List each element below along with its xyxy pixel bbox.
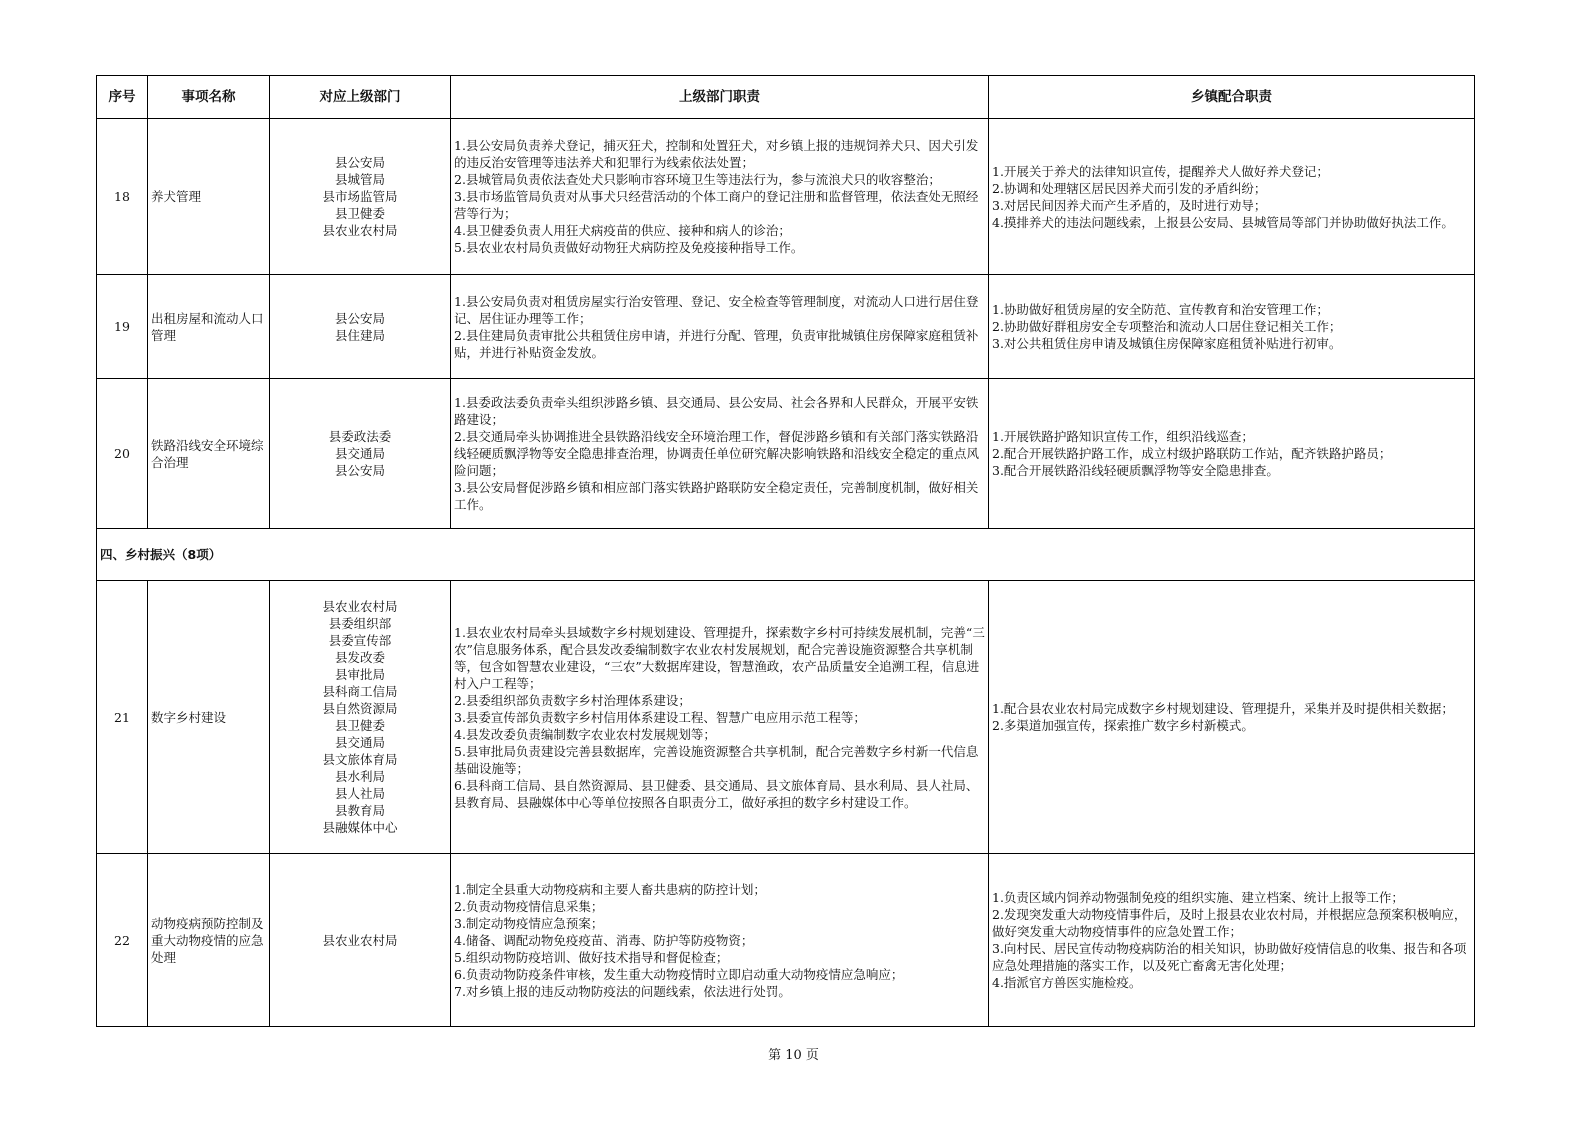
duty-item: 3.县委宣传部负责数字乡村信用体系建设工程、智慧广电应用示范工程等； (454, 709, 866, 725)
duty-item: 2.发现突发重大动物疫情事件后，及时上报县农业农村局，并根据应急预案积极响应，做好突发重大动物疫情事件的应急处置工作； (992, 907, 1467, 939)
duty-item: 2.县交通局牵头协调推进全县铁路沿线安全环境治理工作，督促涉路乡镇和有关部门落实铁路沿线轻硬质飘浮物等安全隐患排查治理，协调责任单位研究解决影响铁路和沿线安全稳定的重点风险问题； (454, 429, 980, 478)
dept-item: 县农业农村局 (322, 223, 398, 238)
duty-item: 2.协调和处理辖区居民因养犬而引发的矛盾纠纷； (992, 180, 1267, 196)
duty-item: 2.多渠道加强宣传，探索推广数字乡村新模式。 (992, 718, 1254, 733)
section-row (97, 529, 1475, 581)
row-no: 20 (97, 379, 148, 529)
dept-item: 县人社局 (334, 786, 385, 801)
row-upper-duties (451, 275, 989, 379)
duty-item: 3.县公安局督促涉路乡镇和相应部门落实铁路护路联防安全稳定责任，完善制度机制，做好相关工作。 (454, 480, 979, 512)
duty-item: 1.开展关于养犬的法律知识宣传，提醒养犬人做好养犬登记； (992, 163, 1329, 179)
dept-item: 县卫健委 (334, 718, 385, 733)
col-header-no: 序号 (97, 76, 148, 119)
row-town-duties (989, 275, 1475, 379)
duty-item: 1.县农业农村局牵头县域数字乡村规划建设、管理提升，探索数字乡村可持续发展机制，完善“三农”信息服务体系，配合县发改委编制数字农业农村发展规划，配合完善设施资源整合共享机制等，包含如智慧农业建设，“三农”大数据库建设，智慧渔政，农产品质量安全追溯工程，信息进村入户工程等； (454, 624, 985, 691)
table-row (97, 379, 1475, 529)
dept-item: 县农业农村局 (322, 599, 398, 614)
section-title: 四、乡村振兴（8项） (97, 529, 1475, 581)
dept-item: 县科商工信局 (322, 684, 398, 699)
duty-item: 3.配合开展铁路沿线轻硬质飘浮物等安全隐患排查。 (992, 463, 1279, 478)
dept-item: 县公安局 (334, 155, 385, 170)
col-header-name: 事项名称 (148, 76, 270, 119)
row-no: 18 (97, 119, 148, 275)
row-name: 养犬管理 (148, 119, 270, 275)
duty-item: 1.县公安局负责养犬登记，捕灭狂犬，控制和处置狂犬，对乡镇上报的违规饲养犬只、因犬引发的违反治安管理等违法养犬和犯罪行为线索依法处置； (454, 138, 979, 170)
page-number: 第 10 页 (768, 1048, 819, 1063)
dept-item: 县卫健委 (334, 206, 385, 221)
duty-item: 4.县发改委负责编制数字农业农村发展规划等； (454, 726, 716, 742)
dept-item: 县发改委 (334, 650, 385, 665)
row-upper-duties (451, 119, 989, 275)
table-row (97, 275, 1475, 379)
dept-item: 县教育局 (334, 803, 385, 818)
duty-table (96, 75, 1475, 1027)
duty-item: 3.向村民、居民宣传动物疫病防治的相关知识，协助做好疫情信息的收集、报告和各项应急处理措施的落实工作，以及死亡畜禽无害化处理； (992, 941, 1467, 973)
duty-item: 2.县城管局负责依法查处犬只影响市容环境卫生等违法行为，参与流浪犬只的收容整治； (454, 172, 941, 187)
row-town-duties (989, 379, 1475, 529)
row-depts (270, 379, 451, 529)
row-no: 19 (97, 275, 148, 379)
row-upper-duties (451, 581, 989, 854)
duty-item: 2.县委组织部负责数字乡村治理体系建设； (454, 692, 691, 708)
duty-item: 4.指派官方兽医实施检疫。 (992, 975, 1142, 990)
row-depts (270, 119, 451, 275)
row-depts (270, 854, 451, 1027)
duty-item: 2.县住建局负责审批公共租赁住房申请，并进行分配、管理，负责审批城镇住房保障家庭租赁补贴，并进行补贴资金发放。 (454, 327, 979, 360)
row-name: 数字乡村建设 (148, 581, 270, 854)
duty-item: 1.协助做好租赁房屋的安全防范、宣传教育和治安管理工作； (992, 302, 1329, 317)
duty-item: 1.开展铁路护路知识宣传工作，组织沿线巡查； (992, 429, 1254, 444)
dept-item: 县融媒体中心 (322, 820, 398, 835)
row-depts (270, 581, 451, 854)
row-name: 动物疫病预防控制及重大动物疫情的应急处理 (148, 854, 270, 1027)
dept-item: 县委组织部 (328, 616, 392, 631)
duty-item: 1.县公安局负责对租赁房屋实行治安管理、登记、安全检查等管理制度，对流动人口进行居住登记、居住证办理等工作； (454, 293, 979, 326)
col-header-dept: 对应上级部门 (270, 76, 451, 119)
col-header-upper: 上级部门职责 (451, 76, 989, 119)
duty-item: 4.县卫健委负责人用狂犬病疫苗的供应、接种和病人的诊治； (454, 223, 791, 238)
row-name: 出租房屋和流动人口管理 (148, 275, 270, 379)
dept-item: 县城管局 (334, 172, 385, 187)
dept-item: 县审批局 (334, 667, 385, 682)
duty-item: 3.对公共租赁住房申请及城镇住房保障家庭租赁补贴进行初审。 (992, 336, 1342, 351)
dept-item: 县市场监管局 (322, 189, 398, 204)
dept-item: 县公安局 (334, 310, 385, 326)
col-header-town: 乡镇配合职责 (989, 76, 1475, 119)
row-no: 22 (97, 854, 148, 1027)
table-row (97, 119, 1475, 275)
duty-item: 1.负责区域内饲养动物强制免疫的组织实施、建立档案、统计上报等工作； (992, 890, 1404, 905)
duty-item: 5.县农业农村局负责做好动物狂犬病防控及免疫接种指导工作。 (454, 240, 804, 255)
row-depts (270, 275, 451, 379)
dept-item: 县交通局 (334, 735, 385, 750)
dept-item: 县文旅体育局 (322, 752, 398, 767)
row-town-duties (989, 581, 1475, 854)
dept-item: 县委宣传部 (328, 633, 392, 648)
row-no: 21 (97, 581, 148, 854)
duty-item: 1.配合县农业农村局完成数字乡村规划建设、管理提升，采集并及时提供相关数据； (992, 701, 1454, 716)
duty-item: 3.县市场监管局负责对从事犬只经营活动的个体工商户的登记注册和监督管理，依法查处无照经营等行为； (454, 189, 979, 221)
dept-item: 县公安局 (334, 463, 385, 478)
duty-item: 2.负责动物疫情信息采集； (454, 898, 604, 914)
duty-item: 3.制定动物疫情应急预案； (454, 915, 604, 931)
row-town-duties (989, 119, 1475, 275)
dept-item: 县农业农村局 (322, 932, 398, 948)
dept-item: 县委政法委 (328, 429, 392, 444)
duty-item: 1.县委政法委负责牵头组织涉路乡镇、县交通局、县公安局、社会各界和人民群众，开展平安铁路建设； (454, 395, 979, 427)
duty-item: 1.制定全县重大动物疫病和主要人畜共患病的防控计划； (454, 881, 766, 897)
duty-item: 5.县审批局负责建设完善县数据库，完善设施资源整合共享机制，配合完善数字乡村新一代信息基础设施等； (454, 743, 979, 776)
duty-item: 3.对居民间因养犬而产生矛盾的，及时进行劝导； (992, 197, 1267, 213)
row-town-duties (989, 854, 1475, 1027)
row-upper-duties (451, 379, 989, 529)
duty-item: 6.县科商工信局、县自然资源局、县卫健委、县交通局、县文旅体育局、县水利局、县人社局、县教育局、县融媒体中心等单位按照各自职责分工，做好承担的数字乡村建设工作。 (454, 777, 979, 810)
duty-item: 2.协助做好群租房安全专项整治和流动人口居住登记相关工作； (992, 319, 1342, 334)
duty-item: 4.摸排养犬的违法问题线索，上报县公安局、县城管局等部门并协助做好执法工作。 (992, 214, 1454, 230)
row-name: 铁路沿线安全环境综合治理 (148, 379, 270, 529)
duty-item: 4.储备、调配动物免疫疫苗、消毒、防护等防疫物资； (454, 932, 754, 948)
table-header-row (97, 76, 1475, 119)
dept-item: 县水利局 (334, 769, 385, 784)
dept-item: 县交通局 (334, 446, 385, 461)
table-row (97, 854, 1475, 1027)
dept-item: 县住建局 (334, 327, 385, 343)
table-row (97, 581, 1475, 854)
duty-item: 5.组织动物防疫培训、做好技术指导和督促检查； (454, 949, 729, 965)
dept-item: 县自然资源局 (322, 701, 398, 716)
row-upper-duties (451, 854, 989, 1027)
duty-item: 2.配合开展铁路护路工作，成立村级护路联防工作站，配齐铁路护路员； (992, 446, 1392, 461)
duty-item: 6.负责动物防疫条件审核，发生重大动物疫情时立即启动重大动物疫情应急响应； (454, 966, 904, 982)
duty-item: 7.对乡镇上报的违反动物防疫法的问题线索，依法进行处罚。 (454, 983, 791, 999)
